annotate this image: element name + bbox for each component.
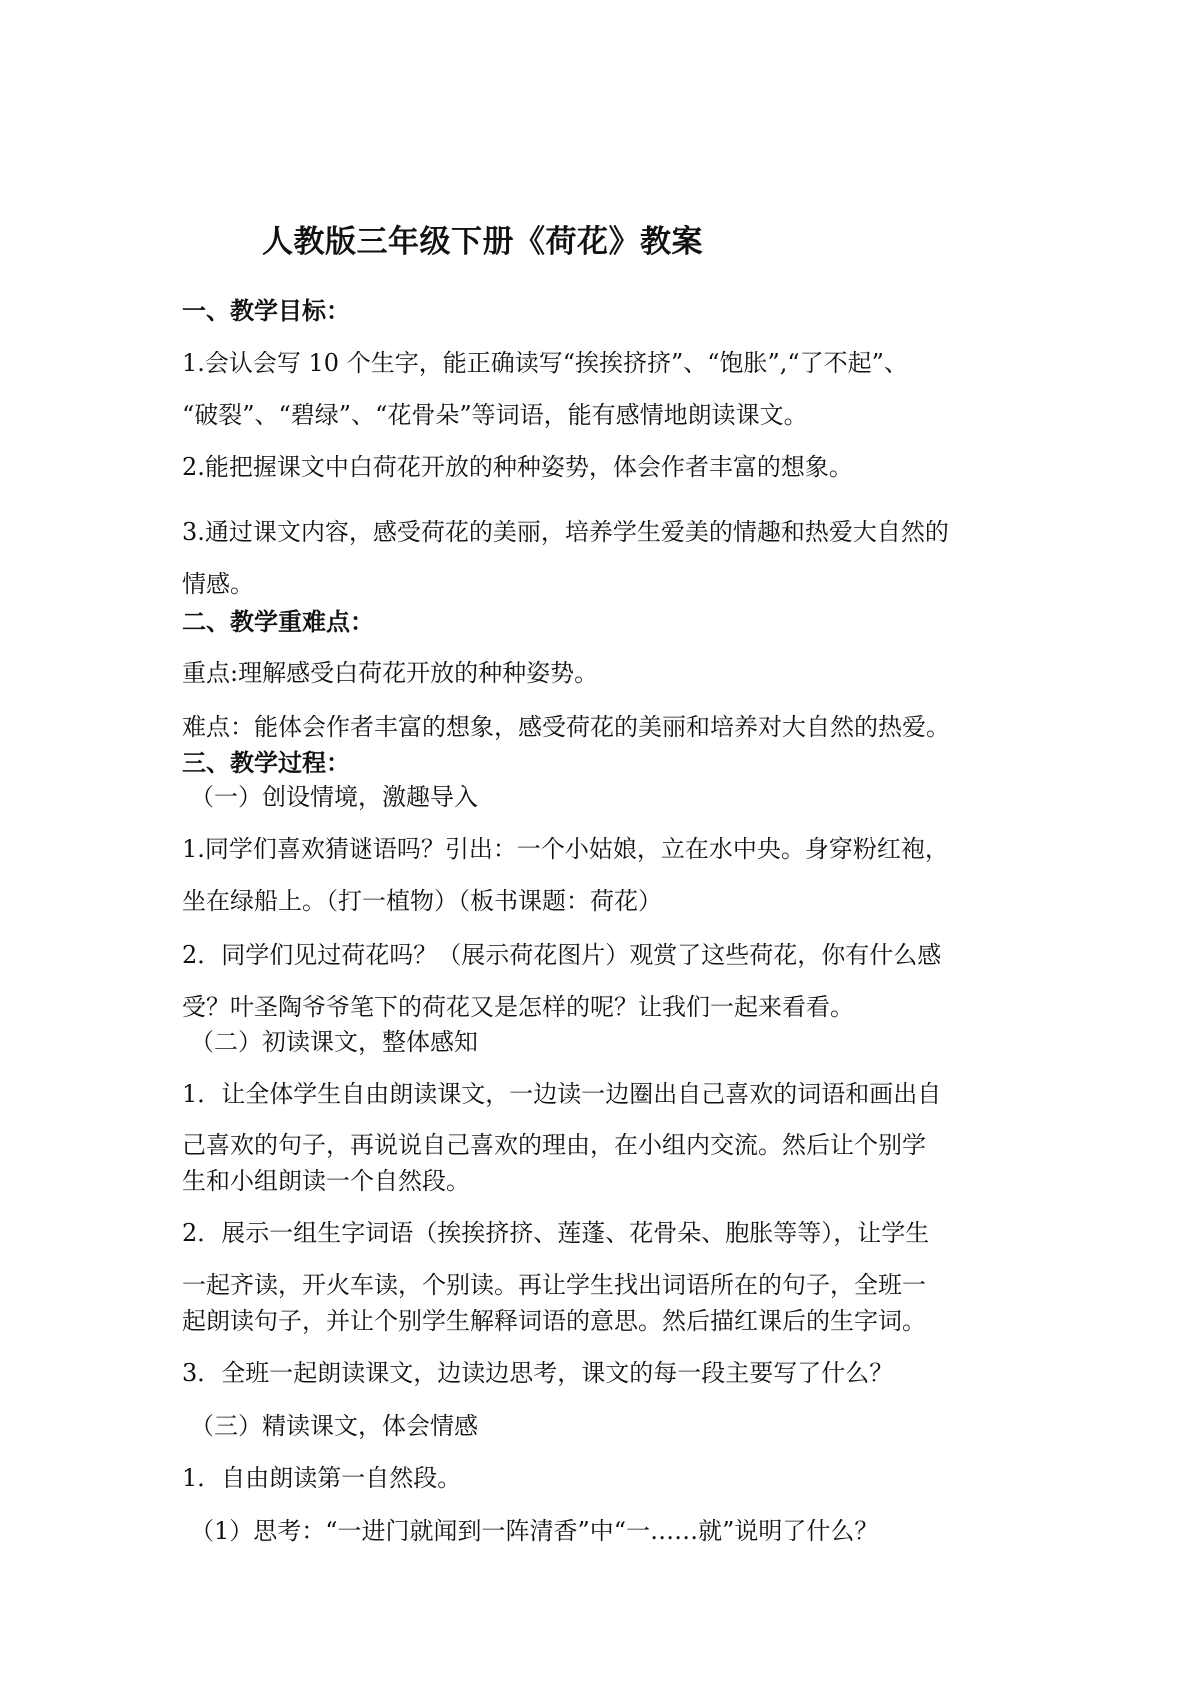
document-title: 人教版三年级下册《荷花》教案 [262, 224, 703, 260]
step-2-1-line-1: 1．让全体学生自由朗读课文，一边读一边圈出自己喜欢的词语和画出自 [182, 1080, 942, 1108]
step-2-1-line-2: 己喜欢的句子，再说说自己喜欢的理由，在小组内交流。然后让个别学 [182, 1131, 926, 1159]
key-point: 重点:理解感受白荷花开放的种种姿势。 [182, 659, 599, 687]
subsection-heading-3: （三）精读课文，体会情感 [190, 1412, 478, 1440]
step-3-1: 1．自由朗读第一自然段。 [182, 1464, 462, 1492]
subsection-heading-2: （二）初读课文，整体感知 [190, 1028, 478, 1056]
step-2-2-line-3: 起朗读句子，并让个别学生解释词语的意思。然后描红课后的生字词。 [182, 1307, 926, 1335]
step-1-2-line-1: 2．同学们见过荷花吗？（展示荷花图片）观赏了这些荷花，你有什么感 [182, 941, 942, 969]
step-3-1-question-1: （1）思考：“一进门就闻到一阵清香”中“一……就”说明了什么？ [190, 1517, 879, 1545]
step-1-2-line-2: 受？叶圣陶爷爷笔下的荷花又是怎样的呢？让我们一起来看看。 [182, 993, 854, 1021]
difficult-point: 难点：能体会作者丰富的想象，感受荷花的美丽和培养对大自然的热爱。 [182, 713, 950, 741]
objective-1-line-1: 1.会认会写 10 个生字，能正确读写“挨挨挤挤”、“饱胀”,“了不起”、 [182, 349, 908, 377]
section-heading-process: 三、教学过程： [182, 749, 350, 777]
step-2-2-line-2: 一起齐读，开火车读，个别读。再让学生找出词语所在的句子，全班一 [182, 1271, 926, 1299]
objective-3-line-2: 情感。 [182, 570, 254, 598]
section-heading-key-points: 二、教学重难点： [182, 608, 374, 636]
objective-1-line-2: “破裂”、“碧绿”、“花骨朵”等词语，能有感情地朗读课文。 [182, 401, 808, 429]
objective-2: 2.能把握课文中白荷花开放的种种姿势，体会作者丰富的想象。 [182, 453, 853, 481]
step-1-1-line-2: 坐在绿船上。（打一植物）（板书课题：荷花） [182, 887, 662, 915]
step-2-2-line-1: 2．展示一组生字词语（挨挨挤挤、莲蓬、花骨朵、胞胀等等），让学生 [182, 1219, 930, 1247]
section-heading-objectives: 一、教学目标： [182, 297, 350, 325]
subsection-heading-1: （一）创设情境，激趣导入 [190, 783, 478, 811]
objective-3-line-1: 3.通过课文内容，感受荷花的美丽，培养学生爱美的情趣和热爱大自然的 [182, 518, 949, 546]
step-2-3: 3．全班一起朗读课文，边读边思考，课文的每一段主要写了什么？ [182, 1359, 894, 1387]
step-1-1-line-1: 1.同学们喜欢猜谜语吗？引出：一个小姑娘，立在水中央。身穿粉红袍， [182, 835, 949, 863]
step-2-1-line-3: 生和小组朗读一个自然段。 [182, 1167, 470, 1195]
